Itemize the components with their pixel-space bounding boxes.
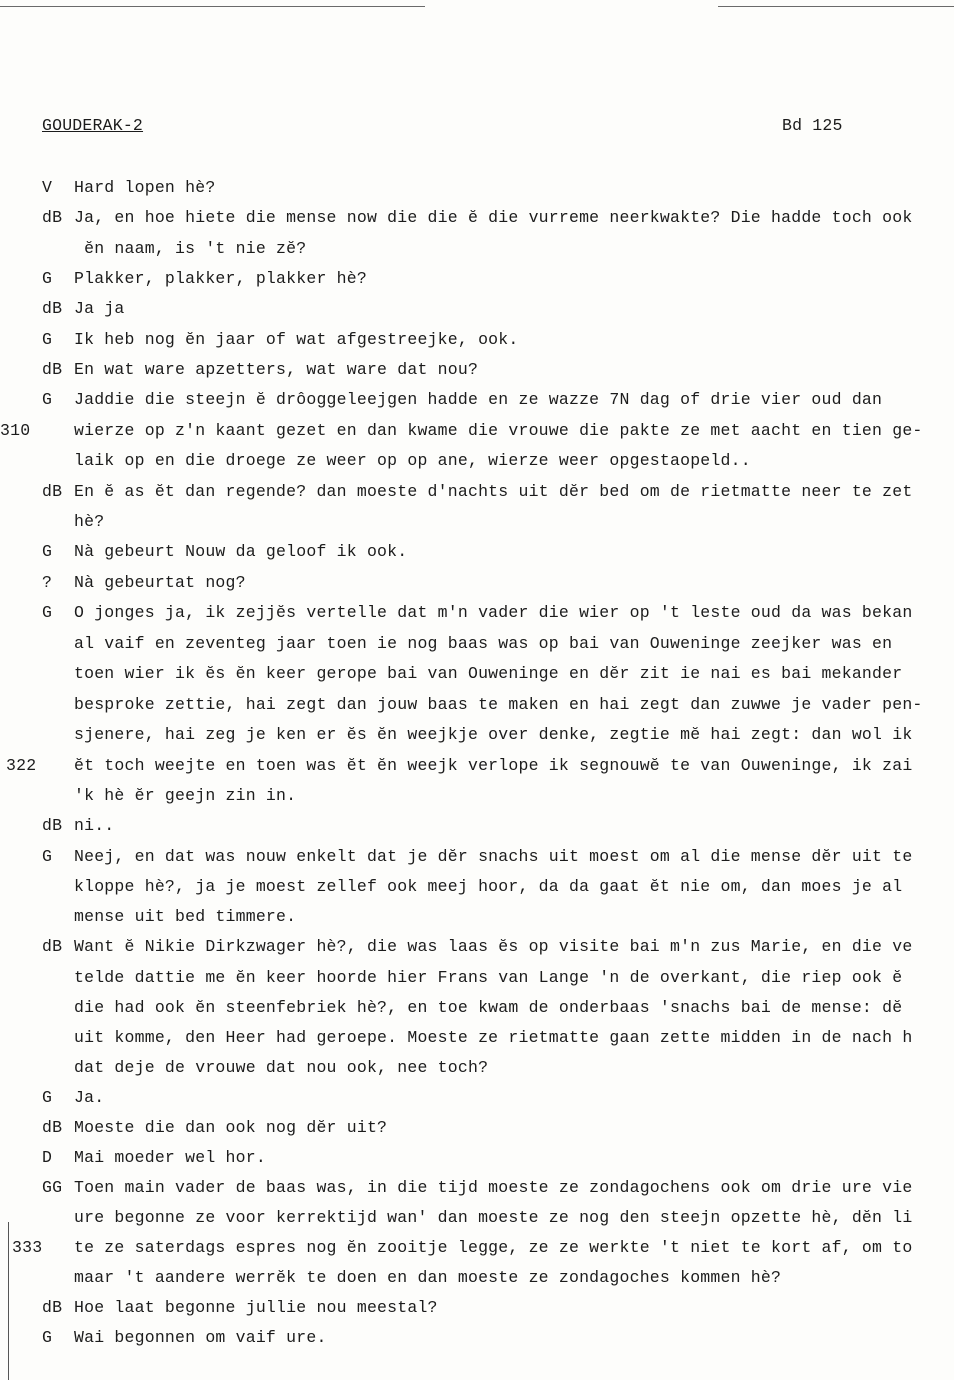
speaker-label: D: [42, 1148, 53, 1167]
transcript-line: Toen main vader de baas was, in die tijd moeste ze zondagochens ook om drie ure vie: [74, 1178, 913, 1197]
transcript-line: Ja, en hoe hiete die mense now die die ĕ die vurreme neerkwakte? Die hadde toch ook: [74, 208, 913, 227]
speaker-label: dB: [42, 1298, 63, 1317]
transcript-line: besproke zettie, hai zegt dan jouw baas te maken en hai zegt dan zuwwe je vader pen-: [74, 695, 923, 714]
transcript-line: Ja.: [74, 1088, 105, 1107]
transcript-line: Nà gebeurt Nouw da geloof ik ook.: [74, 542, 408, 561]
transcript-line: al vaif en zeventeg jaar toen ie nog baas was op bai van Ouweninge zeejker was en: [74, 634, 893, 653]
speaker-label: dB: [42, 1118, 63, 1137]
speaker-label: G: [42, 1328, 53, 1347]
speaker-label: G: [42, 542, 53, 561]
speaker-label: dB: [42, 299, 63, 318]
transcript-line: Hoe laat begonne jullie nou meestal?: [74, 1298, 438, 1317]
document-title: GOUDERAK-2: [42, 116, 144, 135]
transcript-line: Hard lopen hè?: [74, 178, 216, 197]
speaker-label: G: [42, 390, 53, 409]
transcript-line: Moeste die dan ook nog dĕr uit?: [74, 1118, 388, 1137]
transcript-line: Nà gebeurtat nog?: [74, 573, 246, 592]
speaker-label: G: [42, 269, 53, 288]
transcript-line: En ĕ as ĕt dan regende? dan moeste d'nachts uit dĕr bed om de rietmatte neer te zet: [74, 482, 913, 501]
transcript-line: ni..: [74, 816, 115, 835]
transcript-line: laik op en die droege ze weer op op ane, wierze weer opgestaopeld..: [74, 451, 751, 470]
transcript-line: dat deje de vrouwe dat nou ook, nee toch?: [74, 1058, 489, 1077]
transcript-line: Mai moeder wel hor.: [74, 1148, 266, 1167]
transcript-line: ĕt toch weejte en toen was ĕt ĕn weejk verlope ik segnouwĕ te van Ouweninge, ik zai: [74, 756, 913, 775]
transcript-line: Wai begonnen om vaif ure.: [74, 1328, 327, 1347]
transcript-line: Neej, en dat was nouw enkelt dat je dĕr snachs uit moest om al die mense dĕr uit te: [74, 847, 913, 866]
top-rule-right: [718, 6, 954, 7]
margin-note: 333: [12, 1238, 43, 1257]
transcript-line: En wat ware apzetters, wat ware dat nou?: [74, 360, 479, 379]
document-reference: Bd 125: [782, 116, 843, 135]
speaker-label: dB: [42, 482, 63, 501]
speaker-label: dB: [42, 937, 63, 956]
transcript-line: uit komme, den Heer had geroepe. Moeste ze rietmatte gaan zette midden in de nach h: [74, 1028, 913, 1047]
transcript-line: te ze saterdags espres nog ĕn zooitje legge, ze ze werkte 't niet te kort af, om to: [74, 1238, 913, 1257]
speaker-label: V: [42, 178, 53, 197]
transcript-line: toen wier ik ĕs ĕn keer gerope bai van Ouweninge en dĕr zit ie nai es bai mekander: [74, 664, 903, 683]
margin-note: 322: [6, 756, 37, 775]
speaker-label: ?: [42, 573, 53, 592]
margin-note: 310: [0, 421, 31, 440]
speaker-label: dB: [42, 816, 63, 835]
transcript-line: Ik heb nog ĕn jaar of wat afgestreejke, ook.: [74, 330, 519, 349]
speaker-label: G: [42, 847, 53, 866]
transcript-line: Want ĕ Nikie Dirkzwager hè?, die was laas ĕs op visite bai m'n zus Marie, en die ve: [74, 937, 913, 956]
speaker-label: GG: [42, 1178, 63, 1197]
speaker-label: dB: [42, 208, 63, 227]
transcript-line: kloppe hè?, ja je moest zellef ook meej hoor, da da gaat ĕt nie om, dan moes je al: [74, 877, 903, 896]
transcript-line: Ja ja: [74, 299, 125, 318]
transcript-line: hè?: [74, 512, 105, 531]
transcript-line: 'k hè ĕr geejn zin in.: [74, 786, 297, 805]
margin-bracket-line: [8, 1222, 9, 1380]
top-rule-left: [0, 6, 425, 7]
speaker-label: G: [42, 330, 53, 349]
transcript-line: sjenere, hai zeg je ken er ĕs ĕn weejkje over denke, zegtie mĕ hai zegt: dan wol ik: [74, 725, 913, 744]
speaker-label: dB: [42, 360, 63, 379]
transcript-line: die had ook ĕn steenfebriek hè?, en toe kwam de onderbaas 'snachs bai de mense: dĕ: [74, 998, 903, 1017]
speaker-label: G: [42, 1088, 53, 1107]
transcript-line: maar 't aandere werrĕk te doen en dan moeste ze zondagoches kommen hè?: [74, 1268, 782, 1287]
transcript-line: O jonges ja, ik zejjĕs vertelle dat m'n vader die wier op 't leste oud da was bekan: [74, 603, 913, 622]
transcript-line: mense uit bed timmere.: [74, 907, 297, 926]
transcript-line: ĕn naam, is 't nie zĕ?: [74, 239, 307, 258]
transcript-line: wierze op z'n kaant gezet en dan kwame die vrouwe die pakte ze met aacht en tien ge-: [74, 421, 923, 440]
transcript-line: telde dattie me ĕn keer hoorde hier Frans van Lange 'n de overkant, die riep ook ĕ: [74, 968, 903, 987]
transcript-line: Plakker, plakker, plakker hè?: [74, 269, 367, 288]
transcript-line: ure begonne ze voor kerrektijd wan' dan moeste ze nog den steejn opzette hè, dĕn li: [74, 1208, 913, 1227]
speaker-label: G: [42, 603, 53, 622]
transcript-line: Jaddie die steejn ĕ drôoggeleejgen hadde en ze wazze 7N dag of drie vier oud dan: [74, 390, 883, 409]
